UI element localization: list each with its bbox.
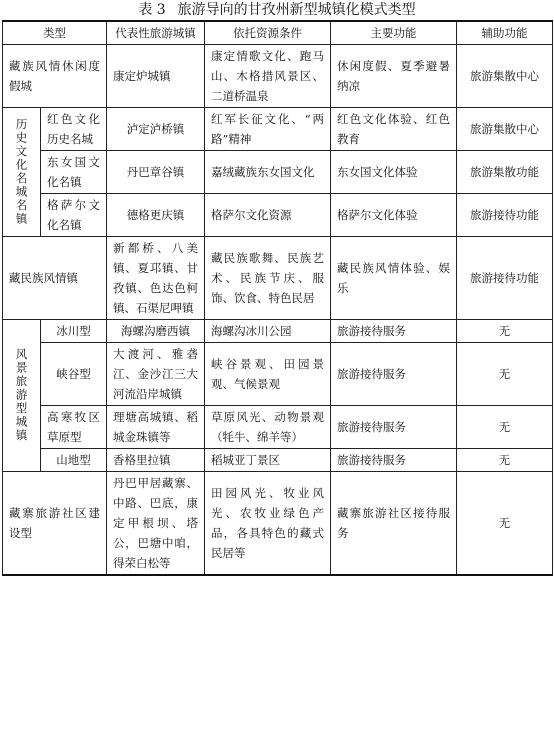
aux-function-cell: 旅游集散功能 [457, 151, 553, 194]
towns-cell: 康定炉城镇 [107, 45, 205, 108]
main-function-cell: 藏民族风情体验、娱乐 [331, 237, 457, 320]
subtype-cell: 冰川型 [41, 320, 107, 343]
resources-cell: 康定情歌文化、跑马山、木格措风景区、二道桥温泉 [205, 45, 331, 108]
towns-cell: 海螺沟磨西镇 [107, 320, 205, 343]
resources-cell: 田园风光、牧业风光、农牧业绿色产品，各具特色的藏式民居等 [205, 472, 331, 576]
aux-function-cell: 无 [457, 406, 553, 449]
resources-cell: 稻城亚丁景区 [205, 449, 331, 472]
towns-cell: 德格更庆镇 [107, 194, 205, 237]
main-function-cell: 旅游接待服务 [331, 320, 457, 343]
main-function-cell: 格萨尔文化体验 [331, 194, 457, 237]
table-row [3, 472, 553, 576]
table-row [3, 108, 553, 151]
table-row [3, 343, 553, 406]
table-row [3, 320, 553, 343]
towns-cell: 大渡河、雅砻江、金沙江三大河流沿岸城镇 [107, 343, 205, 406]
main-function-cell: 旅游接待服务 [331, 406, 457, 449]
resources-cell: 嘉绒藏族东女国文化 [205, 151, 331, 194]
table-caption [0, 0, 554, 20]
aux-function-cell: 无 [457, 472, 553, 576]
header-resources: 依托资源条件 [205, 21, 331, 45]
header-main-function: 主要功能 [331, 21, 457, 45]
resources-cell: 峡谷景观、田园景观、气候景观 [205, 343, 331, 406]
resources-cell: 藏民族歌舞、民族艺术、民族节庆、服饰、饮食、特色民居 [205, 237, 331, 320]
aux-function-cell: 无 [457, 343, 553, 406]
table-title: 旅游导向的甘孜州新型城镇化模式类型 [177, 2, 416, 18]
table-row [3, 151, 553, 194]
subtype-cell: 高寒牧区草原型 [41, 406, 107, 449]
aux-function-cell: 无 [457, 449, 553, 472]
header-type: 类型 [3, 21, 107, 45]
aux-function-cell: 无 [457, 320, 553, 343]
table-row [3, 45, 553, 108]
towns-cell: 新都桥、八美镇、夏邛镇、甘孜镇、色达色柯镇、石渠尼呷镇 [107, 237, 205, 320]
header-towns: 代表性旅游城镇 [107, 21, 205, 45]
type-cell: 藏寨旅游社区建设型 [3, 472, 107, 576]
subtype-cell: 格萨尔文化名镇 [41, 194, 107, 237]
main-function-cell: 藏寨旅游社区接待服务 [331, 472, 457, 576]
subtype-cell: 山地型 [41, 449, 107, 472]
table-row [3, 449, 553, 472]
resources-cell: 草原风光、动物景观（牦牛、绵羊等） [205, 406, 331, 449]
type-cell: 藏民族风情镇 [3, 237, 107, 320]
subtype-cell: 红色文化历史名城 [41, 108, 107, 151]
towns-cell: 泸定泸桥镇 [107, 108, 205, 151]
main-function-cell: 旅游接待服务 [331, 449, 457, 472]
aux-function-cell: 旅游集散中心 [457, 45, 553, 108]
group-label-scenic: 风景旅游型城镇 [3, 320, 41, 472]
table-row [3, 237, 553, 320]
town-type-table [2, 20, 553, 576]
header-aux-function: 辅助功能 [457, 21, 553, 45]
type-cell: 藏族风情休闲度假城 [3, 45, 107, 108]
resources-cell: 海螺沟冰川公园 [205, 320, 331, 343]
table-row [3, 406, 553, 449]
main-function-cell: 东女国文化体验 [331, 151, 457, 194]
aux-function-cell: 旅游集散中心 [457, 108, 553, 151]
aux-function-cell: 旅游接待功能 [457, 194, 553, 237]
main-function-cell: 红色文化体验、红色教育 [331, 108, 457, 151]
subtype-cell: 东女国文化名镇 [41, 151, 107, 194]
table-row [3, 194, 553, 237]
towns-cell: 丹巴甲居藏寨、中路、巴底，康定甲根坝、塔公，巴塘中咱，得荣白松等 [107, 472, 205, 576]
resources-cell: 格萨尔文化资源 [205, 194, 331, 237]
resources-cell: 红军长征文化、“两路”精神 [205, 108, 331, 151]
main-function-cell: 旅游接待服务 [331, 343, 457, 406]
header-row [3, 21, 553, 45]
towns-cell: 理塘高城镇、稻城金珠镇等 [107, 406, 205, 449]
main-function-cell: 休闲度假、夏季避暑纳凉 [331, 45, 457, 108]
table-number: 表 3 [138, 2, 166, 18]
towns-cell: 丹巴章谷镇 [107, 151, 205, 194]
subtype-cell: 峡谷型 [41, 343, 107, 406]
towns-cell: 香格里拉镇 [107, 449, 205, 472]
aux-function-cell: 旅游接待功能 [457, 237, 553, 320]
group-label-history: 历史文化名城名镇 [3, 108, 41, 237]
